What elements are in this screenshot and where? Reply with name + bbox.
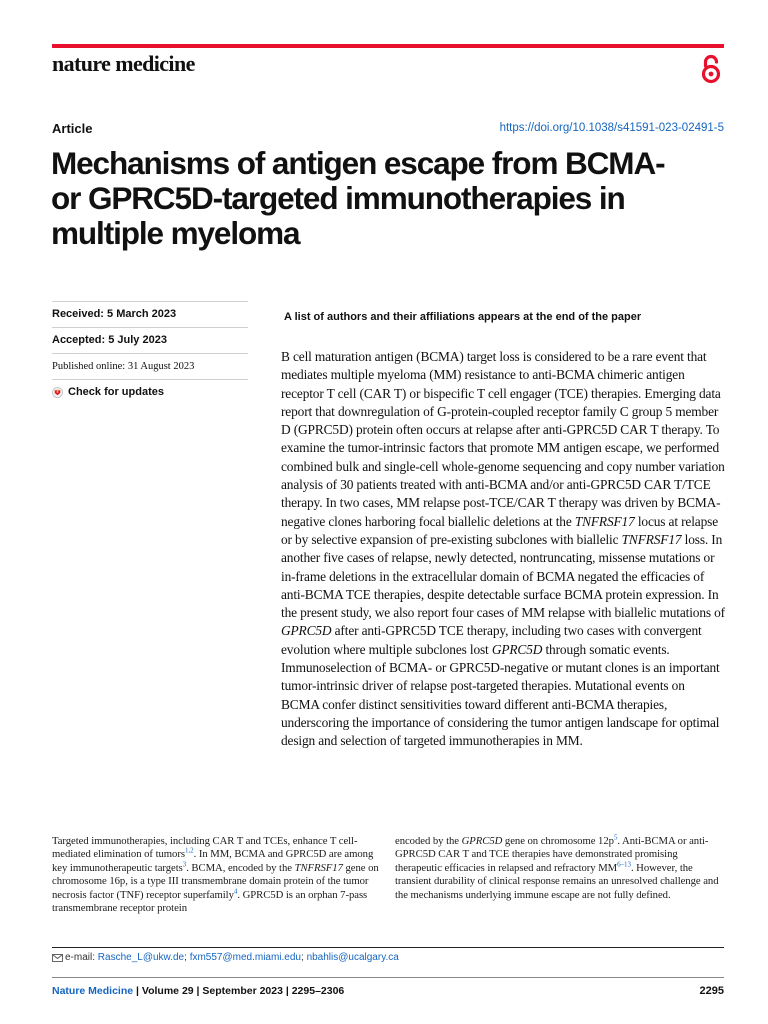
crossmark-icon [52,387,63,398]
email-separator: ; [301,952,304,963]
gene-name: GPRC5D [281,623,332,639]
accepted-date: Accepted: 5 July 2023 [52,327,248,353]
abstract [281,348,726,751]
body-text: encoded by the [395,835,459,847]
reference-link[interactable]: 1,2 [184,846,194,855]
body-column-left [52,835,382,915]
body-column-right [395,835,725,902]
abstract-text: after anti-GPRC5D TCE therapy, including two cases with convergent evolution where multiple subclones lost [281,623,702,657]
email-separator: ; [184,952,187,963]
article-history [52,301,248,405]
reference-link[interactable]: 3 [182,860,187,869]
correspondence-rule [52,947,724,948]
email-link[interactable]: fxm557@med.miami.edu [189,952,301,963]
abstract-text: loss. In another five cases of relapse, newly detected, nontruncating, missense mutations or in-frame deletions in the extracellular domain of BCMA negated the efficacies of anti-BCMA TCE therapies, despite detectable surface BCMA protein expression. In the present study, we also report four cases of MM relapse with biallelic mutations of [281,531,725,621]
reference-link[interactable]: 6–13 [617,860,631,869]
gene-name: TNFRSF17 [574,513,635,529]
gene-name: TNFRSF17 [294,861,343,874]
body-text: . However, the transient durability of clinical response remains an unresolved challenge and the mechanisms underlying immune escape are not fully defined. [395,861,719,901]
body-text: . Anti-BCMA or anti-GPRC5D CAR T and TCE therapies have demonstrated promising therapeutic efficacies in relapsed and refractory MM [395,835,709,874]
title-line: or GPRC5D-targeted immunotherapies in [51,180,625,216]
footer-journal-link[interactable]: Nature Medicine [52,985,134,997]
authors-note: A list of authors and their affiliations appears at the end of the paper [284,311,642,323]
body-text: gene on chromosome 16p, is a type III transmembrane domain protein of the tumor necrosis factor (TNF) receptor superfamily [52,861,379,901]
gene-name: TNFRSF17 [621,531,682,547]
correspondence [52,952,399,963]
article-type: Article [52,121,93,136]
doi-link[interactable]: https://doi.org/10.1038/s41591-023-02491-5 [499,122,724,134]
footer-details: | Volume 29 | September 2023 | 2295–2306 [133,985,345,997]
body-text: . BCMA, encoded by the [186,861,292,874]
check-for-updates-button[interactable] [52,379,248,405]
reference-link[interactable]: 5 [613,833,618,842]
email-label: e-mail: [65,952,96,963]
title-line: Mechanisms of antigen escape from BCMA- [51,145,665,181]
footer-citation [52,985,344,997]
check-for-updates-label: Check for updates [68,386,164,398]
received-date: Received: 5 March 2023 [52,301,248,327]
abstract-text: through somatic events. Immunoselection of BCMA- or GPRC5D-negative or mutant clones is an important tumor-intrinsic driver of relapse post-targeted therapies. Mutational events on BCMA confer distinct sensitivities toward different anti-BCMA therapies, underscoring the importance of considering the tumor antigen landscape for optimal design and selection of targeted immunotherapies in MM. [281,641,720,749]
published-date: Published online: 31 August 2023 [52,353,248,379]
abstract-text: B cell maturation antigen (BCMA) target loss is considered to be a rare event that mediates multiple myeloma (MM) resistance to anti-BCMA chimeric antigen receptor T cell (CAR T) or bispecific T cell engager (TCE) therapies. Emerging data report that downregulation of G-protein-coupled receptor family C group 5 member D (GPRC5D) protein often occurs at relapse after anti-GPRC5D CAR T therapy. To examine the tumor-intrinsic factors that promote MM antigen escape, we performed combined bulk and single-cell whole-genome sequencing and copy number variation analysis of 30 patients treated with anti-BCMA and/or anti-GPRC5D CAR T/TCE therapy. In two cases, MM relapse post-TCE/CAR T therapy was driven by BCMA-negative clones harboring focal biallelic deletions at the [281,349,725,529]
top-red-rule [52,44,724,48]
title-line: multiple myeloma [51,215,300,251]
gene-name: GPRC5D [491,641,543,657]
body-text: . GPRC5D is an orphan 7-pass transmembrane receptor protein [52,888,368,915]
body-text: . In MM, BCMA and GPRC5D are among key immunotherapeutic targets [52,848,374,874]
article-title [51,146,731,251]
mail-icon [52,954,63,962]
body-text: Targeted immunotherapies, including CAR T and TCEs, enhance T cell-mediated elimination of tumors [52,835,358,861]
page-number: 2295 [699,985,724,997]
email-link[interactable]: nbahlis@ucalgary.ca [306,952,399,963]
abstract-text: locus at relapse or by selective expansion of pre-existing subclones with biallelic [281,513,718,547]
open-access-lock-icon [699,54,723,84]
email-link[interactable]: Rasche_L@ukw.de [97,952,185,963]
footer-rule [52,977,724,978]
journal-name: nature medicine [52,51,195,76]
gene-name: GPRC5D [461,835,503,847]
reference-link[interactable]: 4 [233,887,238,896]
body-text: gene on chromosome 12p [504,835,614,847]
